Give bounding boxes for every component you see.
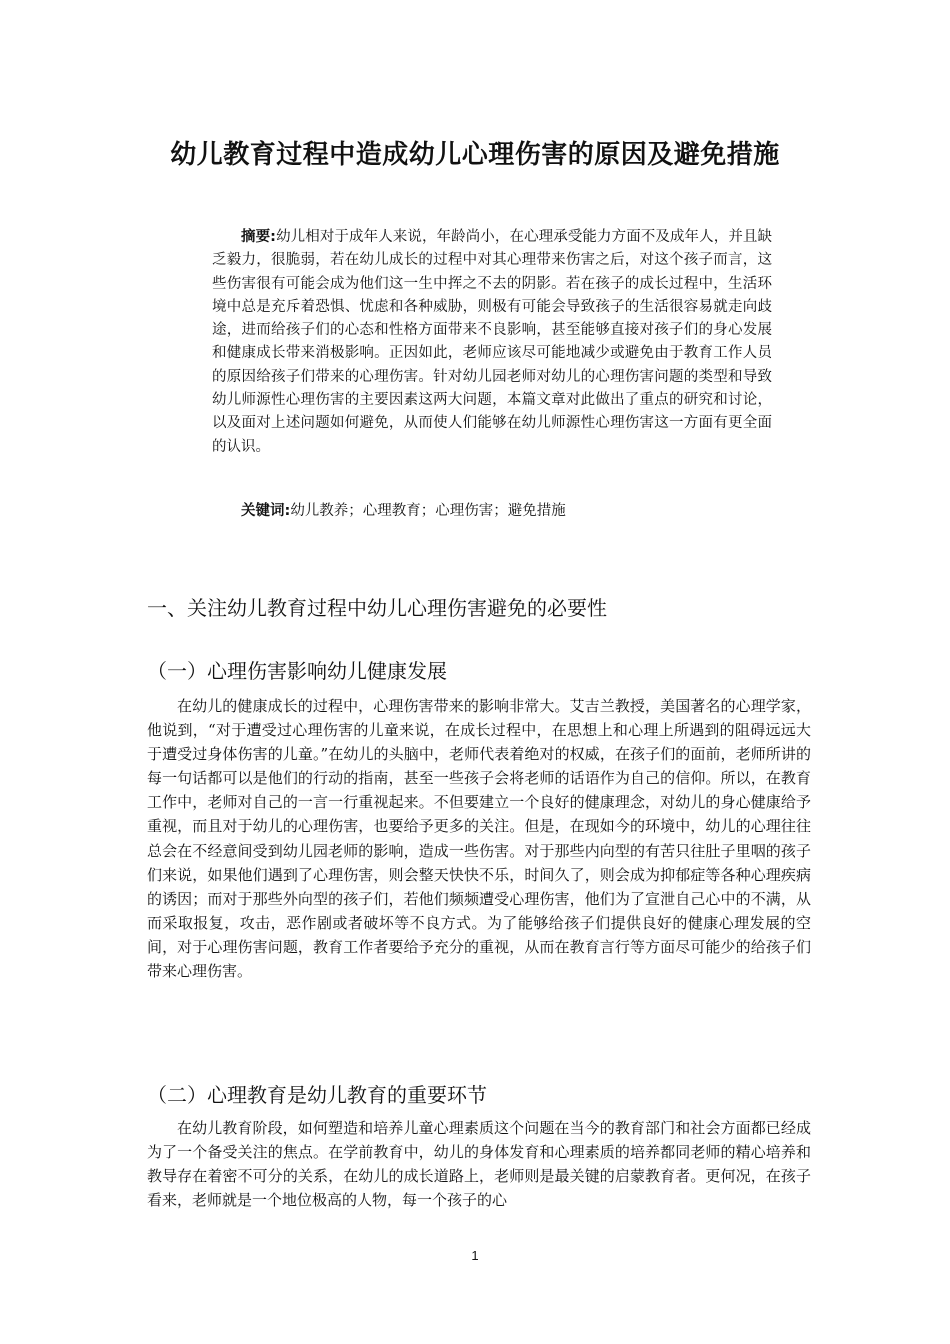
body-paragraph-2: 在幼儿教育阶段，如何塑造和培养儿童心理素质这个问题在当今的教育部门和社会方面都已经成为了一个备受关注的焦点。在学前教育中，幼儿的身体发育和心理素质的培养都同老师的精心培养和教导存在着密不可分的关系，在幼儿的成长道路上，老师则是最关键的启蒙教育者。更何况，在孩子看来，老师就是一个地位极高的人物，每一个孩子的心 xyxy=(147,1119,811,1210)
body-paragraph-1: 在幼儿的健康成长的过程中，心理伤害带来的影响非常大。艾吉兰教授，美国著名的心理学家，他说到，“对于遭受过心理伤害的儿童来说，在成长过程中，在思想上和心理上所遇到的阻碍远远大于遭受过身体伤害的儿童。”在幼儿的头脑中，老师代表着绝对的权威，在孩子们的面前，老师所讲的每一句话都可以是他们的行动的指南，甚至一些孩子会将老师的话语作为自己的信仰。所以，在教育工作中，老师对自己的一言一行重视起来。不但要建立一个良好的健康理念，对幼儿的身心健康给予重视，而且对于幼儿的心理伤害，也要给予更多的关注。但是，在现如今的环境中，幼儿的心理往往总会在不经意间受到幼儿园老师的影响，造成一些伤害。对于那些内向型的有苦只往肚子里咽的孩子们来说，如果他们遇到了心理伤害，则会整天快快不乐，时间久了，则会成为抑郁症等各种心理疾病的诱因；而对于那些外向型的孩子们，若他们频频遭受心理伤害，他们为了宣泄自己心中的不满，从而采取报复，攻击，恶作剧或者破坏等不良方式。为了能够给孩子们提供良好的健康心理发展的空间，对于心理伤害问题，教育工作者要给予充分的重视，从而在教育言行等方面尽可能少的给孩子们带来心理伤害。 xyxy=(147,697,811,981)
keywords-text: 幼儿教养；心理教育；心理伤害；避免措施 xyxy=(290,503,566,519)
subsection-heading-1: （一）心理伤害影响幼儿健康发展 xyxy=(147,659,447,683)
abstract-paragraph xyxy=(212,226,772,459)
abstract-label: 摘要: xyxy=(241,229,276,245)
document-title: 幼儿教育过程中造成幼儿心理伤害的原因及避免措施 xyxy=(170,140,780,170)
abstract-text: 幼儿相对于成年人来说，年龄尚小，在心理承受能力方面不及成年人，并且缺乏毅力，很脆弱，若在幼儿成长的过程中对其心理带来伤害之后，对这个孩子而言，这些伤害很有可能会成为他们这一生中挥之不去的阴影。若在孩子的成长过程中，生活环境中总是充斥着恐惧、忧虑和各种威胁，则极有可能会导致孩子的生活很容易就走向歧途，进而给孩子们的心态和性格方面带来不良影响，甚至能够直接对孩子们的身心发展和健康成长带来消极影响。正因如此，老师应该尽可能地减少或避免由于教育工作人员的原因给孩子们带来的心理伤害。针对幼儿园老师对幼儿的心理伤害问题的类型和导致幼儿师源性心理伤害的主要因素这两大问题，本篇文章对此做出了重点的研究和讨论，以及面对上述问题如何避免，从而使人们能够在幼儿师源性心理伤害这一方面有更全面的认识。 xyxy=(212,229,772,455)
page-number: 1 xyxy=(471,1248,479,1263)
subsection-heading-2: （二）心理教育是幼儿教育的重要环节 xyxy=(147,1083,487,1107)
section-heading: 一、关注幼儿教育过程中幼儿心理伤害避免的必要性 xyxy=(147,596,607,620)
keywords-line xyxy=(212,500,772,523)
keywords-label: 关键词: xyxy=(241,503,291,519)
